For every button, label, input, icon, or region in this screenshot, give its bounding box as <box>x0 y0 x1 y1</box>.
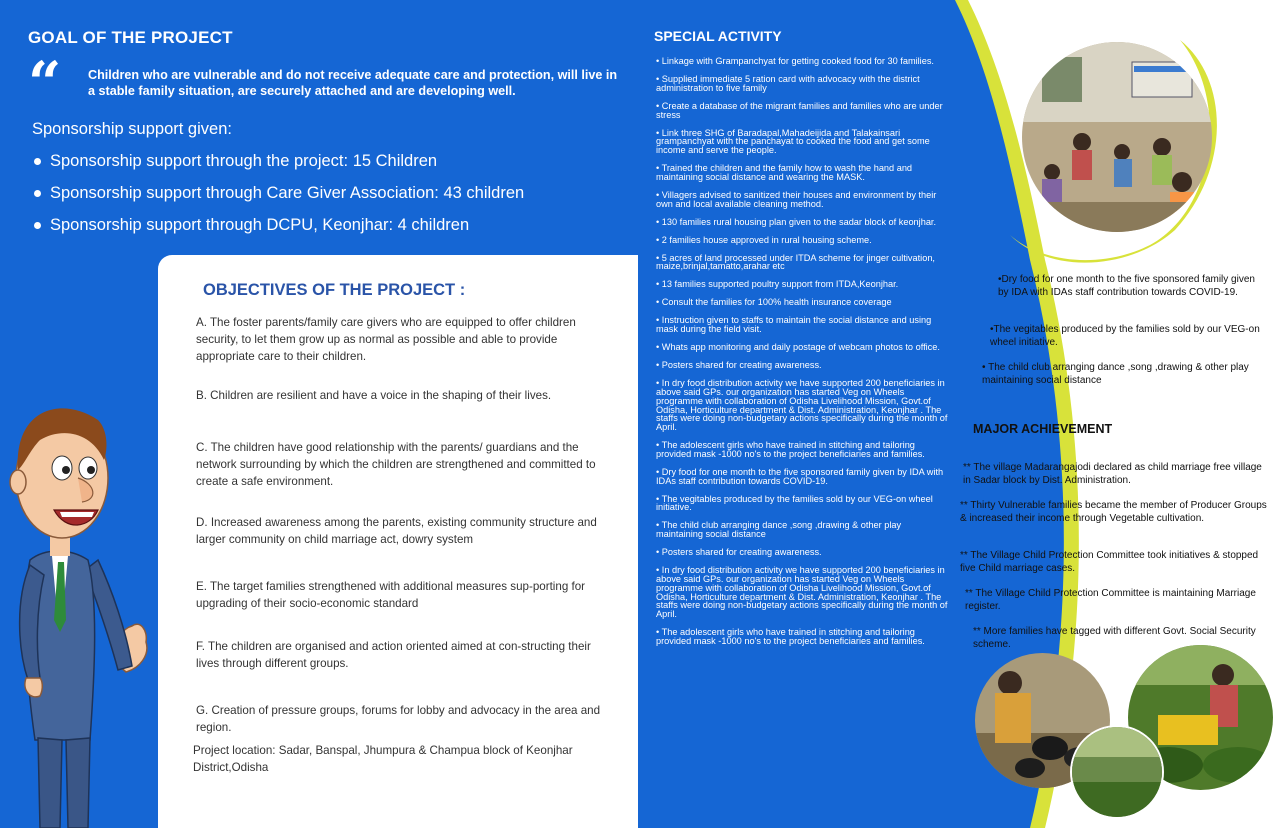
list-item: • Link three SHG of Baradapal,Mahadeijida and Talakainsari grampanchyat with the panchayat to cooked the food and get some income and serve the people. <box>656 127 930 156</box>
objective-item: E. The target families strengthened with additional measures sup-porting for upgrading of their socio-economic standard <box>196 580 586 610</box>
objective-item: F. The children are organised and action oriented aimed at con-structing their lives through different groups. <box>196 640 591 670</box>
right-activity-item: • The child club arranging dance ,song ,drawing & other play maintaining social distance <box>982 362 1249 386</box>
bullet-icon <box>34 190 41 197</box>
list-item-text: Sponsorship support through DCPU, Keonjhar: 4 children <box>50 216 470 234</box>
list-item: • 2 families house approved in rural housing scheme. <box>656 234 872 245</box>
list-item <box>32 182 524 214</box>
goal-statement: Children who are vulnerable and do not receive adequate care and protection, will live in a stable family situation, are securely attached and are developing well. <box>88 68 618 98</box>
objective-item: G. Creation of pressure groups, forums for lobby and advocacy in the area and region. <box>196 704 601 734</box>
list-item: • 13 families supported poultry support from ITDA,Keonjhar. <box>656 279 899 290</box>
achievement-item: ** The Village Child Protection Committee is maintaining Marriage register. <box>965 588 1256 612</box>
list-item: • Dry food for one month to the five sponsored family given by IDA with IDAs staff contribution towards COVID-19. <box>656 466 944 486</box>
list-item: • 130 families rural housing plan given to the sadar block of keonjhar. <box>656 216 937 227</box>
list-item: • The adolescent girls who have trained in stitching and tailoring provided mask -1000 no's to the project beneficiaries and families. <box>656 440 925 459</box>
major-achievement-title: MAJOR ACHIEVEMENT <box>973 422 1113 436</box>
objectives-title: OBJECTIVES OF THE PROJECT : <box>203 281 466 299</box>
list-item: • The child club arranging dance ,song ,drawing & other play maintaining social distance <box>656 520 902 540</box>
classroom-photo <box>1022 42 1212 232</box>
objective-item: C. The children have good relationship with the parents/ guardians and the network surrounding by which the children are strengthened and committed to create a safe environment. <box>196 441 596 488</box>
bullet-icon <box>34 222 41 229</box>
bullet-icon <box>34 158 41 165</box>
list-item: • Linkage with Grampanchyat for getting cooked food for 30 families. <box>656 56 934 66</box>
right-activity-item: •The vegitables produced by the families sold by our VEG-on wheel initiative. <box>990 324 1260 348</box>
list-item <box>32 150 524 182</box>
goal-title: GOAL OF THE PROJECT <box>28 28 233 47</box>
list-item: • Instruction given to staffs to maintain the social distance and using mask during the field visit. <box>656 315 932 335</box>
right-activity-item: •Dry food for one month to the five sponsored family given by IDA with IDAs staff contribution towards COVID-19. <box>998 274 1255 298</box>
list-item: • The adolescent girls who have trained in stitching and tailoring provided mask -1000 no's to the project beneficiaries and families. <box>656 627 925 646</box>
quote-mark-icon: “ <box>28 49 62 117</box>
list-item: • Consult the families for 100% health insurance coverage <box>656 297 892 308</box>
achievement-item: ** Thirty Vulnerable families became the member of Producer Groups & increased their income through Vegetable cultivation. <box>960 500 1267 524</box>
list-item: • Supplied immediate 5 ration card with advocacy with the district administration to five family <box>656 73 920 93</box>
list-item <box>32 214 524 246</box>
list-item: • Create a database of the migrant families and families who are under stress <box>656 100 943 120</box>
special-activity-title: SPECIAL ACTIVITY <box>654 28 782 44</box>
list-item: • Posters shared for creating awareness. <box>656 547 822 558</box>
list-item-text: Sponsorship support through the project: 15 Children <box>50 152 438 170</box>
list-item-text: Sponsorship support through Care Giver Association: 43 children <box>50 184 525 202</box>
field-photo <box>1070 725 1164 819</box>
list-item: • Posters shared for creating awareness. <box>656 360 822 371</box>
list-item: • In dry food distribution activity we have supported 200 beneficiaries in above said GPs. our organization has started Veg on Wheels programme with collaboration of Odisha Livelihood Mission, Govt.of Odisha, Horticulture department & Dist. Administration, Keonjhar . The staffs were doing non-budgetary actions specifically during the month of April. <box>656 565 948 620</box>
project-location: Project location: Sadar, Banspal, Jhumpura & Champua block of Keonjhar District,Odisha <box>193 744 573 774</box>
list-item: • In dry food distribution activity we have supported 200 beneficiaries in above said GPs. our organization has started Veg on Wheels programme with collaboration of Odisha Livelihood Mission, Govt.of Odisha, Horticulture department & Dist. Administration, Keonjhar . The staffs were doing non-budgetary actions specifically during the month of April. <box>656 378 948 433</box>
list-item: • Whats app monitoring and daily postage of webcam photos to office. <box>656 342 940 353</box>
list-item: • Trained the children and the family how to wash the hand and maintaining social distance and wearing the MASK. <box>656 163 913 182</box>
list-item: • The vegitables produced by the families sold by our VEG-on wheel initiative. <box>656 493 933 513</box>
sponsorship-heading: Sponsorship support given: <box>32 120 232 138</box>
achievement-item: ** More families have tagged with different Govt. Social Security scheme. <box>973 626 1256 650</box>
list-item: • Villagers advised to sanitized their houses and environment by their own and local available cleaning method. <box>656 189 937 209</box>
sponsorship-list <box>32 150 524 246</box>
achievement-item: ** The Village Child Protection Committee took initiatives & stopped five Child marriage cases. <box>960 550 1259 574</box>
list-item: • 5 acres of land processed under ITDA scheme for jinger cultivation, maize,brinjal,tamatto,arahar etc <box>656 252 935 272</box>
special-activity-list <box>656 57 948 655</box>
objective-item: A. The foster parents/family care givers who are equipped to offer children security, to let them grow up as normal as possible and able to provide appropriate care to their children. <box>196 316 576 363</box>
objective-item: D. Increased awareness among the parents, existing community structure and larger community on child marriage act, dowry system <box>196 516 597 546</box>
objective-item: B. Children are resilient and have a voice in the shaping of their lives. <box>196 389 552 402</box>
cartoon-man-illustration <box>0 270 160 828</box>
achievement-item: ** The village Madarangajodi declared as child marriage free village in Sadar block by Dist. Administration. <box>963 462 1262 486</box>
